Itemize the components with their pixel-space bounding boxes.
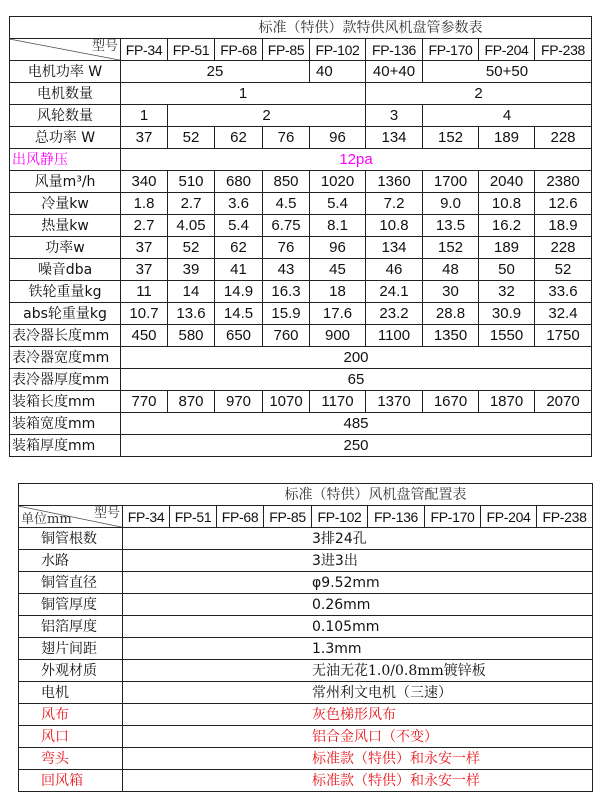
table-cell: 760 — [263, 325, 310, 347]
table-cell: 52 — [168, 127, 215, 149]
table-cell: 1 — [121, 83, 366, 105]
row-value: 标准款（特供）和永安一样 — [123, 770, 593, 792]
table-cell: 62 — [215, 127, 263, 149]
table-cell: 10.8 — [366, 215, 423, 237]
row-label: 装箱长度mm — [10, 391, 121, 413]
table-cell: 580 — [168, 325, 215, 347]
table-cell: 228 — [535, 127, 592, 149]
table-row — [10, 237, 592, 259]
table-row — [10, 193, 592, 215]
row-value: 0.105mm — [123, 616, 593, 638]
table-row — [19, 572, 593, 594]
table-cell: 485 — [121, 413, 592, 435]
table-cell: 40 — [310, 61, 366, 83]
table-cell: 32 — [479, 281, 535, 303]
row-value: φ9.52mm — [123, 572, 593, 594]
row-label: 装箱厚度mm — [10, 435, 121, 457]
table-row — [10, 281, 592, 303]
row-label: 风轮数量 — [10, 105, 121, 127]
table-cell: 189 — [479, 127, 535, 149]
table-cell: 2 — [366, 83, 592, 105]
row-label: 翅片间距 — [19, 638, 123, 660]
table-cell: 37 — [121, 127, 168, 149]
table-cell: 3.6 — [215, 193, 263, 215]
table-title-row — [10, 17, 592, 39]
table-cell: 770 — [121, 391, 168, 413]
row-label: 风布 — [19, 704, 123, 726]
model-header-row — [10, 39, 592, 61]
table-cell: 14.9 — [215, 281, 263, 303]
model-header-fp-238: FP-238 — [537, 506, 593, 528]
table-row — [19, 704, 593, 726]
row-label: 回风箱 — [19, 770, 123, 792]
model-header-fp-34: FP-34 — [123, 506, 170, 528]
row-label: 外观材质 — [19, 660, 123, 682]
table-cell: 17.6 — [310, 303, 366, 325]
table-title-row — [19, 484, 593, 506]
row-value: 0.26mm — [123, 594, 593, 616]
table-cell: 152 — [423, 127, 479, 149]
unit-label: 单位mm — [21, 512, 72, 527]
model-header-fp-136: FP-136 — [368, 506, 425, 528]
row-value: 1.3mm — [123, 638, 593, 660]
model-header-fp-85: FP-85 — [263, 39, 310, 61]
table-cell: 39 — [168, 259, 215, 281]
table-cell: 189 — [479, 237, 535, 259]
table-cell: 25 — [121, 61, 310, 83]
table-cell: 850 — [263, 171, 310, 193]
model-header-fp-68: FP-68 — [217, 506, 264, 528]
table-cell: 52 — [168, 237, 215, 259]
model-header-fp-204: FP-204 — [481, 506, 537, 528]
table-cell: 10.7 — [121, 303, 168, 325]
row-label: 铜管根数 — [19, 528, 123, 550]
row-label: 电机功率 W — [10, 61, 121, 83]
row-value: 铝合金风口（不变） — [123, 726, 593, 748]
table-cell: 15.9 — [263, 303, 310, 325]
row-value: 标准款（特供）和永安一样 — [123, 748, 593, 770]
table-cell: 14.5 — [215, 303, 263, 325]
row-label: 弯头 — [19, 748, 123, 770]
table-row — [10, 325, 592, 347]
table-row — [19, 660, 593, 682]
table-cell: 32.4 — [535, 303, 592, 325]
table-row — [10, 215, 592, 237]
row-value: 常州利文电机（三速） — [123, 682, 593, 704]
model-header-fp-85: FP-85 — [264, 506, 312, 528]
table-row — [19, 550, 593, 572]
table-cell: 134 — [366, 127, 423, 149]
model-header-fp-102: FP-102 — [310, 39, 366, 61]
table-cell: 46 — [366, 259, 423, 281]
table-row — [19, 682, 593, 704]
table-cell: 96 — [310, 127, 366, 149]
fan-coil-parameter-table — [9, 16, 592, 457]
table-cell: 5.4 — [215, 215, 263, 237]
table-cell: 650 — [215, 325, 263, 347]
row-label: 冷量kw — [10, 193, 121, 215]
row-label: 出风静压 — [10, 149, 121, 171]
table-cell: 134 — [366, 237, 423, 259]
table-title: 标准（特供）风机盘管配置表 — [19, 484, 593, 506]
table-cell: 510 — [168, 171, 215, 193]
table-cell: 33.6 — [535, 281, 592, 303]
row-label: 铝箔厚度 — [19, 616, 123, 638]
table-row — [19, 748, 593, 770]
table-row — [10, 303, 592, 325]
table-cell: 1360 — [366, 171, 423, 193]
row-label: 电机数量 — [10, 83, 121, 105]
table-cell: 10.8 — [479, 193, 535, 215]
table-cell: 76 — [263, 237, 310, 259]
row-label: 表冷器宽度mm — [10, 347, 121, 369]
table-cell: 8.1 — [310, 215, 366, 237]
row-label: 表冷器长度mm — [10, 325, 121, 347]
table-cell: 1070 — [263, 391, 310, 413]
row-label: 风量m³/h — [10, 171, 121, 193]
table-row — [10, 171, 592, 193]
table-cell: 30 — [423, 281, 479, 303]
table-row — [10, 435, 592, 457]
table-title: 标准（特供）款特供风机盘管参数表 — [10, 17, 592, 39]
table-cell: 37 — [121, 259, 168, 281]
table-cell: 16.2 — [479, 215, 535, 237]
table-cell: 5.4 — [310, 193, 366, 215]
table-cell: 12.6 — [535, 193, 592, 215]
table-row — [19, 594, 593, 616]
table-cell: 1370 — [366, 391, 423, 413]
table-cell: 9.0 — [423, 193, 479, 215]
table-cell: 12pa — [121, 149, 592, 171]
table-cell: 2070 — [535, 391, 592, 413]
table-cell: 1670 — [423, 391, 479, 413]
model-header-fp-51: FP-51 — [170, 506, 217, 528]
table-cell: 28.8 — [423, 303, 479, 325]
row-label: abs轮重量kg — [10, 303, 121, 325]
table-cell: 152 — [423, 237, 479, 259]
table-row — [10, 61, 592, 83]
table-cell: 1020 — [310, 171, 366, 193]
row-label: 电机 — [19, 682, 123, 704]
row-label: 热量kw — [10, 215, 121, 237]
table-cell: 900 — [310, 325, 366, 347]
row-label: 铜管直径 — [19, 572, 123, 594]
table-cell: 18.9 — [535, 215, 592, 237]
table-cell: 50 — [479, 259, 535, 281]
table-cell: 6.75 — [263, 215, 310, 237]
table-row — [19, 726, 593, 748]
table-cell: 41 — [215, 259, 263, 281]
table-cell: 450 — [121, 325, 168, 347]
table-cell: 2.7 — [121, 215, 168, 237]
table-cell: 14 — [168, 281, 215, 303]
table-cell: 970 — [215, 391, 263, 413]
table-cell: 43 — [263, 259, 310, 281]
table-cell: 250 — [121, 435, 592, 457]
table-row — [10, 369, 592, 391]
table-cell: 13.5 — [423, 215, 479, 237]
table-cell: 1170 — [310, 391, 366, 413]
row-label: 总功率 W — [10, 127, 121, 149]
table-cell: 1100 — [366, 325, 423, 347]
table-cell: 1750 — [535, 325, 592, 347]
corner-cell — [19, 506, 123, 528]
row-label: 装箱宽度mm — [10, 413, 121, 435]
table-cell: 1870 — [479, 391, 535, 413]
table-cell: 4 — [423, 105, 592, 127]
table-cell: 23.2 — [366, 303, 423, 325]
table-cell: 48 — [423, 259, 479, 281]
table-row — [19, 616, 593, 638]
table-row — [10, 391, 592, 413]
table-cell: 24.1 — [366, 281, 423, 303]
row-label: 噪音dba — [10, 259, 121, 281]
model-header-fp-170: FP-170 — [423, 39, 479, 61]
table-cell: 11 — [121, 281, 168, 303]
table-cell: 30.9 — [479, 303, 535, 325]
table-cell: 37 — [121, 237, 168, 259]
row-label: 功率w — [10, 237, 121, 259]
model-header-fp-68: FP-68 — [215, 39, 263, 61]
table-cell: 200 — [121, 347, 592, 369]
table-cell: 65 — [121, 369, 592, 391]
table-cell: 1550 — [479, 325, 535, 347]
table-row — [10, 259, 592, 281]
table-row — [10, 83, 592, 105]
table-cell: 96 — [310, 237, 366, 259]
table-cell: 45 — [310, 259, 366, 281]
table-cell: 1700 — [423, 171, 479, 193]
table-cell: 3 — [366, 105, 423, 127]
row-label: 表冷器厚度mm — [10, 369, 121, 391]
model-header-fp-170: FP-170 — [425, 506, 481, 528]
table-row — [10, 347, 592, 369]
table-cell: 40+40 — [366, 61, 423, 83]
table-cell: 50+50 — [423, 61, 592, 83]
row-value: 3进3出 — [123, 550, 593, 572]
table-cell: 76 — [263, 127, 310, 149]
corner-cell — [10, 39, 121, 61]
table-row — [10, 413, 592, 435]
model-header-row — [19, 506, 593, 528]
model-header-fp-204: FP-204 — [479, 39, 535, 61]
table-cell: 680 — [215, 171, 263, 193]
table-cell: 1350 — [423, 325, 479, 347]
table-cell: 1 — [121, 105, 168, 127]
table-cell: 52 — [535, 259, 592, 281]
row-label: 水路 — [19, 550, 123, 572]
table-cell: 2380 — [535, 171, 592, 193]
table-cell: 18 — [310, 281, 366, 303]
table-cell: 2 — [168, 105, 366, 127]
row-label: 铁轮重量kg — [10, 281, 121, 303]
table-cell: 1.8 — [121, 193, 168, 215]
model-label: 型号 — [91, 39, 118, 54]
table-row — [19, 638, 593, 660]
table-row — [19, 770, 593, 792]
table-row — [10, 149, 592, 171]
table-cell: 7.2 — [366, 193, 423, 215]
row-value: 3排24孔 — [123, 528, 593, 550]
table-row — [10, 127, 592, 149]
model-header-fp-34: FP-34 — [121, 39, 168, 61]
model-header-fp-136: FP-136 — [366, 39, 423, 61]
model-label: 型号 — [93, 506, 120, 521]
table-cell: 4.5 — [263, 193, 310, 215]
table-cell: 870 — [168, 391, 215, 413]
table-cell: 4.05 — [168, 215, 215, 237]
table-row — [19, 528, 593, 550]
row-label: 风口 — [19, 726, 123, 748]
model-header-fp-102: FP-102 — [312, 506, 368, 528]
row-label: 铜管厚度 — [19, 594, 123, 616]
table-cell: 340 — [121, 171, 168, 193]
table-cell: 13.6 — [168, 303, 215, 325]
table-cell: 62 — [215, 237, 263, 259]
row-value: 灰色梯形风布 — [123, 704, 593, 726]
fan-coil-config-table — [18, 483, 593, 792]
row-value: 无油无花1.0/0.8mm镀锌板 — [123, 660, 593, 682]
table-cell: 2040 — [479, 171, 535, 193]
model-header-fp-238: FP-238 — [535, 39, 592, 61]
table-cell: 2.7 — [168, 193, 215, 215]
table-cell: 228 — [535, 237, 592, 259]
table-cell: 16.3 — [263, 281, 310, 303]
table-row — [10, 105, 592, 127]
model-header-fp-51: FP-51 — [168, 39, 215, 61]
